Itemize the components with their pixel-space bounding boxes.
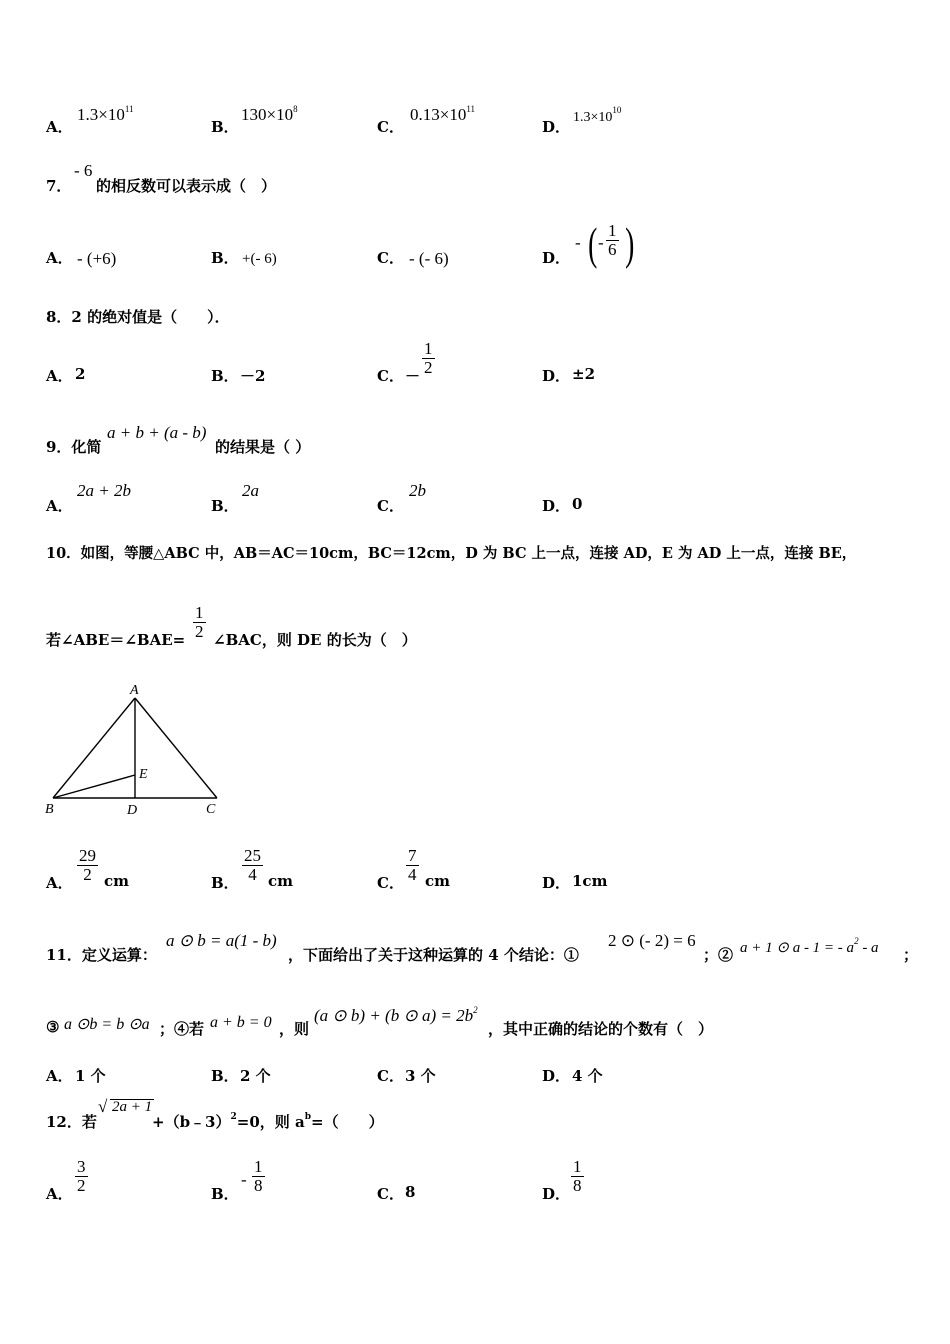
q7-option-d-lparen: ( — [588, 218, 598, 269]
q6-option-b-math: $130\times 10^8$ — [241, 104, 298, 124]
q9-number: 9．化简 — [46, 438, 102, 456]
q12-mid: +（b﹣3）$^2$=0，则 $a^b=$（ ） — [152, 1112, 384, 1131]
q12-option-b-label: B． — [211, 1185, 239, 1203]
q8-stem: 8．2 的绝对值是（ ）． — [46, 308, 230, 326]
q10-option-a-fraction — [77, 847, 98, 884]
q11-conclusion-4-cond: a + b = 0 — [210, 1014, 272, 1031]
q8-option-a-text: 2 — [75, 365, 86, 383]
segment-be — [53, 775, 135, 798]
q10-option-b-fraction — [242, 847, 263, 884]
q10-option-c-label: C． — [377, 874, 404, 892]
q10-option-c-num: 7 — [408, 846, 417, 865]
q8-option-a-label: A． — [46, 367, 73, 385]
q10-option-b-den: 4 — [242, 865, 263, 884]
q6-option-b-label: B． — [211, 118, 239, 136]
q8-option-c-num: 1 — [424, 339, 433, 358]
q11-option-d-label: D． — [542, 1067, 571, 1085]
label-a: A — [130, 683, 139, 698]
q11-conclusion-4-eq: (a ⊙ b) + (b ⊙ $a) = 2b^2$ — [314, 1005, 478, 1025]
q12-option-b-pre: - — [241, 1170, 247, 1189]
q7-option-b-label: B． — [211, 249, 239, 267]
q10-frac-den: 2 — [195, 622, 204, 641]
q6-option-c-math: $0.13\times 10^{11}$ — [410, 104, 476, 124]
q7-option-c-label: C． — [377, 249, 404, 267]
q10-option-b-label: B． — [211, 874, 239, 892]
q6-option-a-math: $1.3\times 10^{11}$ — [77, 104, 134, 124]
q8-option-b-label: B． — [211, 367, 239, 385]
q8-option-c-label: C． — [377, 367, 404, 385]
q9-option-d-text: 0 — [572, 495, 583, 513]
q12-option-b-num: 1 — [254, 1157, 263, 1176]
q11-option-a-label: A． — [46, 1067, 73, 1085]
q11-intro: ，下面给出了关于这种运算的 4 个结论：① — [288, 946, 579, 964]
q10-option-b-unit: cm — [268, 872, 294, 890]
q10-option-d-text: 1cm — [572, 872, 608, 890]
q6-option-d-label: D． — [542, 118, 571, 136]
q7-option-a-label: A． — [46, 249, 73, 267]
q8-option-d-label: D． — [542, 367, 571, 385]
q10-line2-pre: 若∠ABE＝∠BAE= — [46, 631, 186, 649]
q11-option-b-label: B． — [211, 1067, 239, 1085]
triangle-figure — [40, 680, 230, 820]
q12-option-d-label: D． — [542, 1185, 571, 1203]
q9-option-a-label: A． — [46, 497, 73, 515]
q12-option-a-fraction — [75, 1158, 88, 1195]
radical-sign: √ — [98, 1097, 108, 1116]
q11-conclusion-2: a + 1 ⊙ a - 1 = - $a^2$ - a — [740, 936, 879, 956]
q12-radicand: 2a + 1 — [112, 1099, 153, 1115]
q7-option-d-den: 6 — [608, 240, 617, 259]
q10-fraction — [193, 604, 206, 641]
q11-conclusion-3: a ⊙b = b ⊙a — [64, 1016, 150, 1033]
q6-option-c-label: C． — [377, 118, 404, 136]
q12-option-a-den: 2 — [77, 1176, 86, 1195]
q7-option-d-inner: - — [598, 233, 604, 252]
q9-option-b-math: 2a — [242, 481, 259, 500]
q11-sep-1: ；② — [703, 946, 734, 964]
q7-option-d-rparen: ) — [625, 218, 635, 269]
label-e: E — [139, 767, 148, 782]
q10-option-a-num: 29 — [79, 846, 96, 865]
label-c: C — [206, 802, 216, 817]
q8-option-b-text: －2 — [240, 367, 266, 385]
q11-number: 11．定义运算： — [46, 946, 157, 964]
q9-option-d-label: D． — [542, 497, 571, 515]
q9-stem: 的结果是（ ） — [215, 438, 311, 456]
q8-option-c-text: － — [405, 367, 421, 385]
q11-option-c-text: 3 个 — [405, 1067, 436, 1085]
q11-marker-3: ③ — [46, 1018, 60, 1036]
q12-option-d-fraction — [571, 1158, 584, 1195]
q12-option-a-num: 3 — [77, 1157, 86, 1176]
q8-option-c-den: 2 — [424, 358, 433, 377]
q10-option-c-unit: cm — [425, 872, 451, 890]
q8-option-c-fraction — [422, 340, 435, 377]
q11-conclusion-1: 2 ⊙ (- 2) = 6 — [608, 931, 696, 950]
q7-option-b-math: +(- 6) — [242, 251, 277, 267]
q11-option-c-label: C． — [377, 1067, 404, 1085]
q11-then: ，则 — [279, 1020, 310, 1038]
q10-line1: 10．如图，等腰△ABC 中，AB＝AC＝10cm，BC＝12cm，D 为 BC 上一点，连接 AD，E 为 AD 上一点，连接 BE， — [46, 545, 857, 562]
q11-option-a-text: 1 个 — [75, 1067, 106, 1085]
q9-option-c-math: 2b — [409, 481, 426, 500]
q7-option-a-math: - (+6) — [77, 249, 117, 268]
q7-option-d-pre: - — [575, 233, 581, 252]
q12-option-c-label: C． — [377, 1185, 404, 1203]
q12-option-a-label: A． — [46, 1185, 73, 1203]
q6-option-a-label: A． — [46, 118, 73, 136]
q7-option-c-math: - (- 6) — [409, 249, 449, 268]
q10-line2-post: ∠BAC，则 DE 的长为（ ） — [213, 631, 417, 649]
q10-option-d-label: D． — [542, 874, 571, 892]
q12-option-b-fraction — [252, 1158, 265, 1195]
q10-option-a-unit: cm — [104, 872, 130, 890]
q9-option-b-label: B． — [211, 497, 239, 515]
q7-expr: - 6 — [74, 161, 93, 180]
q7-option-d-num: 1 — [608, 221, 617, 240]
q12-number: 12．若 — [46, 1113, 97, 1131]
q7-option-d-fraction — [606, 222, 619, 259]
side-ac — [135, 698, 217, 798]
q12-option-b-den: 8 — [254, 1176, 263, 1195]
q11-option-b-text: 2 个 — [240, 1067, 271, 1085]
q10-option-c-den: 4 — [408, 865, 417, 884]
q9-option-a-math: 2a + 2b — [77, 481, 131, 500]
q11-definition: a ⊙ b = a(1 - b) — [166, 931, 277, 950]
q10-option-a-den: 2 — [77, 865, 98, 884]
q10-frac-num: 1 — [195, 603, 204, 622]
q7-stem: 的相反数可以表示成（ ） — [96, 177, 277, 195]
q6-option-d-math: $1.3\times 10^{10}$ — [573, 105, 622, 125]
q11-marker-4: ；④若 — [159, 1020, 205, 1038]
q12-option-d-den: 8 — [573, 1176, 582, 1195]
q12-option-c-text: 8 — [405, 1183, 416, 1201]
q12-option-d-num: 1 — [573, 1157, 582, 1176]
q10-option-c-fraction — [406, 847, 419, 884]
q8-option-d-text: ±2 — [572, 365, 596, 383]
q7-option-d-label: D． — [542, 249, 571, 267]
q10-option-a-label: A． — [46, 874, 73, 892]
side-ab — [53, 698, 135, 798]
q9-option-c-label: C． — [377, 497, 404, 515]
q9-expr: a + b + (a - b) — [107, 423, 207, 442]
q11-end-1: ； — [903, 946, 919, 964]
q11-option-d-text: 4 个 — [572, 1067, 603, 1085]
q11-tail: ，其中正确的结论的个数有（ ） — [488, 1020, 714, 1038]
label-b: B — [45, 802, 54, 817]
label-d: D — [127, 803, 138, 818]
q10-option-b-num: 25 — [244, 846, 261, 865]
q7-number: 7． — [46, 177, 72, 195]
